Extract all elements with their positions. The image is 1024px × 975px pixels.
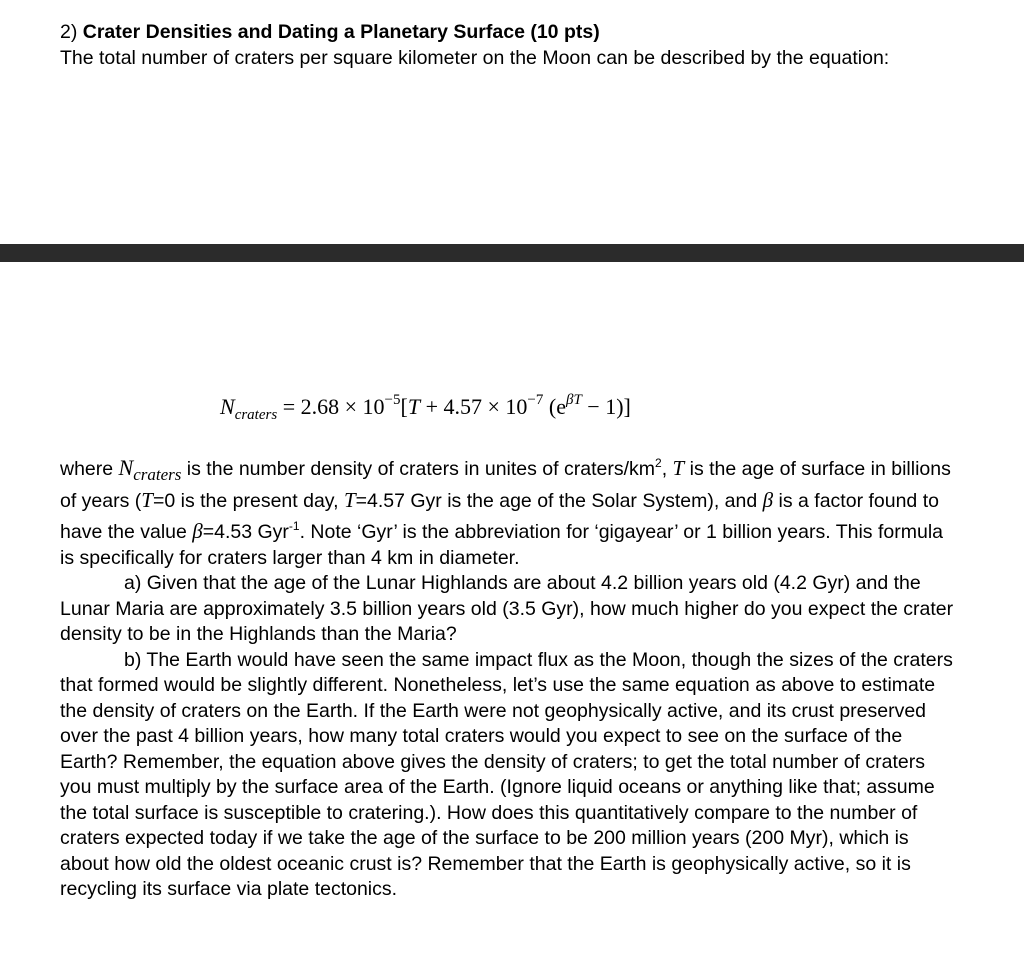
eq-equals: =: [282, 394, 296, 419]
divider-bar: [0, 244, 1024, 262]
eq-lhs-subscript: craters: [234, 407, 278, 423]
def-text: . Note ‘Gyr’ is the abbreviation for ‘gigayear’ or 1 billion years. This formula is specifically for craters larger than 4 km in diameter.: [60, 521, 944, 569]
eq-lhs: N: [220, 394, 235, 419]
def-beta: β: [762, 487, 774, 512]
problem-header: [60, 20, 960, 71]
def-text: =0 is the present day,: [152, 489, 344, 512]
eq-exp-power: βT: [565, 392, 582, 408]
def-text: is a factor found to have the value: [60, 489, 939, 543]
problem-number: 2): [60, 21, 78, 43]
def-text: =4.53 Gyr: [202, 521, 289, 543]
definition-paragraph: [60, 451, 960, 571]
def-text: is the age of surface in billions of years (: [60, 458, 951, 512]
def-N: N: [118, 455, 134, 480]
def-text: where: [60, 458, 119, 480]
def-T: T: [343, 487, 356, 512]
def-beta: β: [192, 519, 203, 543]
eq-exp-open: (e: [543, 394, 566, 419]
def-text: =4.57 Gyr is the age of the Solar System), and: [355, 489, 763, 512]
question-a: a) Given that the age of the Lunar Highlands are about 4.2 billion years old (4.2 Gyr) and the Lunar Maria are approximately 3.5 billion years old (3.5 Gyr), how much higher do you expect the crater density to be in the Highlands than the Maria?: [60, 572, 954, 645]
eq-plus-term: + 4.57 × 10: [420, 394, 528, 419]
eq-bracket: [: [400, 394, 408, 419]
eq-term-exponent: −7: [527, 392, 544, 408]
def-T: T: [141, 487, 153, 512]
def-text: ,: [661, 458, 673, 480]
def-inverse: -1: [288, 519, 300, 533]
eq-coeff: 2.68 × 10: [300, 394, 385, 419]
def-squared: 2: [655, 456, 662, 470]
problem-title: [60, 20, 960, 46]
eq-close: − 1)]: [581, 394, 631, 419]
eq-coeff-exponent: −5: [384, 392, 401, 408]
question-b: b) The Earth would have seen the same impact flux as the Moon, though the sizes of the craters that formed would be slightly different. Nonetheless, let’s use the same equation as above to estimate the density of craters on the Earth. If the Earth were not geophysically active, and its crust preserved over the past 4 billion years, how many total craters would you expect to see on the surface of the Earth? Remember, the equation above gives the density of craters; to get the total number of craters you must multiply by the surface area of the Earth. (Ignore liquid oceans or anything like that; assume the total surface is susceptible to cratering.). How does this quantitatively compare to the number of craters expected today if we take the age of the surface to be 200 million years (200 Myr), which is about how old the oldest oceanic crust is? Remember that the Earth is geophysically active, so it is recycling its surface via plate tectonics.: [60, 648, 953, 900]
def-text: is the number density of craters in unites of craters/km: [181, 458, 655, 480]
problem-body: [60, 451, 960, 903]
def-T: T: [672, 456, 685, 480]
crater-equation: [220, 392, 631, 424]
problem-heading: Crater Densities and Dating a Planetary Surface (10 pts): [82, 21, 600, 43]
def-N-subscript: craters: [133, 465, 182, 484]
intro-text: The total number of craters per square kilometer on the Moon can be described by the equation:: [60, 46, 890, 69]
eq-T: T: [407, 394, 421, 419]
